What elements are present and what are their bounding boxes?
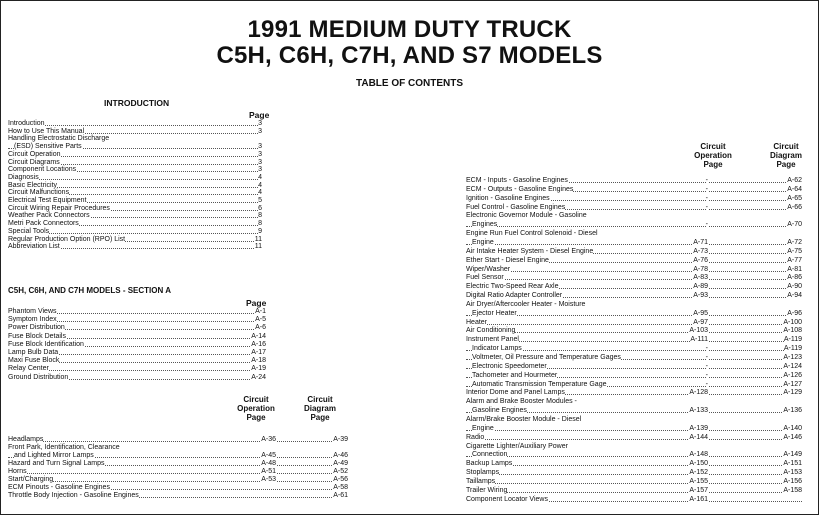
section-a-page-header: Page <box>246 298 267 308</box>
entry-label: Engines <box>472 221 498 229</box>
circuit-entry <box>466 195 802 203</box>
entry-label: Engine <box>472 238 494 246</box>
leader-dots <box>466 439 802 440</box>
circuit-entry <box>466 407 802 415</box>
entry-label: Wiper/Washer <box>466 265 511 273</box>
circuit-entry <box>8 484 348 492</box>
circuit-entry <box>466 212 802 220</box>
diagram-page-number: A-119 <box>783 345 802 353</box>
page-number: A-24 <box>251 373 266 381</box>
entry-label: Diagnosis <box>8 173 39 181</box>
circuit-diagram-header-left: Circuit Diagram Page <box>303 395 336 422</box>
page-number: 3 <box>258 127 262 135</box>
diagram-page-number: A-77 <box>787 256 802 264</box>
circuit-entry <box>466 301 802 309</box>
entry-label: Air Conditioning <box>466 327 516 335</box>
operation-page-number: A-76 <box>693 256 708 264</box>
circuit-entry <box>466 230 802 238</box>
page-number: 5 <box>258 197 262 204</box>
operation-page-number: A-53 <box>261 476 276 483</box>
operation-page-number: A-133 <box>689 407 708 415</box>
diagram-page-number: A-124 <box>783 362 802 370</box>
diagram-page-number: A-153 <box>783 469 802 477</box>
circuit-entry <box>466 496 802 504</box>
operation-page-number: A-48 <box>261 460 276 467</box>
circuit-entry <box>8 460 348 468</box>
circuit-entry <box>8 476 348 484</box>
entry-label: Stoplamps <box>466 469 500 477</box>
entry-label: Engine <box>472 424 494 432</box>
diagram-page-number: A-64 <box>787 185 802 193</box>
entry-label: Lamp Bulb Data <box>8 349 59 356</box>
diagram-page-number: A-61 <box>333 492 348 499</box>
operation-page-number: A-157 <box>689 486 708 494</box>
operation-page-number: A-148 <box>689 451 708 459</box>
entry-label: Abbreviation List <box>8 243 60 251</box>
circuit-entry <box>466 319 802 327</box>
operation-page-number: A-97 <box>693 318 708 326</box>
leader-dots <box>8 179 262 180</box>
page-number: 6 <box>258 204 262 212</box>
page-number: 3 <box>258 120 262 127</box>
circuit-entry <box>466 381 802 389</box>
entry-label: and Lighted Mirror Lamps <box>14 452 94 459</box>
entry-label: Headlamps <box>8 436 44 443</box>
diagram-page-number: A-58 <box>333 484 348 491</box>
page-number: 8 <box>258 212 262 220</box>
leader-dots <box>8 125 262 126</box>
entry-label: Ground Distribution <box>8 373 69 381</box>
entry-label: ECM Pinouts - Gasoline Engines <box>8 484 110 491</box>
diagram-page-number: A-151 <box>783 460 802 468</box>
circuit-entry <box>466 266 802 274</box>
entry-label: Ejector Heater <box>472 309 517 317</box>
circuit-entry <box>466 460 802 468</box>
circuit-entry <box>466 469 802 477</box>
entry-label: Fuel Control - Gasoline Engines <box>466 203 566 211</box>
operation-page-number: A-78 <box>693 265 708 273</box>
page-number: A-19 <box>251 365 266 373</box>
entry-label: Radio <box>466 433 485 441</box>
diagram-page-number: A-46 <box>333 452 348 459</box>
circuit-entry <box>466 416 802 424</box>
entry-label: Special Tools <box>8 227 50 235</box>
operation-page-number: A-155 <box>689 477 708 485</box>
page-number: 11 <box>254 235 262 243</box>
section-a-entry <box>8 365 266 373</box>
diagram-page-number: A-127 <box>783 380 802 388</box>
page-number: A-16 <box>251 340 266 348</box>
operation-page-number: - <box>705 177 708 184</box>
circuit-entry <box>466 363 802 371</box>
entry-label: Circuit Malfunctions <box>8 189 70 197</box>
entry-label: Taillamps <box>466 477 496 485</box>
leader-dots <box>466 456 802 457</box>
page-number: 4 <box>258 173 262 181</box>
entry-label: Gasoline Engines <box>472 407 527 415</box>
operation-page-number: A-128 <box>689 389 708 397</box>
diagram-page-number: A-52 <box>333 468 348 475</box>
entry-label: Phantom Views <box>8 308 57 315</box>
entry-label: Ignition - Gasoline Engines <box>466 194 550 202</box>
entry-label: (ESD) Sensitive Parts <box>14 143 82 151</box>
circuit-entry <box>466 310 802 318</box>
circuit-entry <box>8 444 348 452</box>
operation-page-number: - <box>705 371 708 379</box>
operation-page-number: A-51 <box>261 468 276 475</box>
operation-page-number: A-89 <box>693 283 708 291</box>
leader-dots <box>466 226 802 227</box>
section-a-entry <box>8 324 266 332</box>
entry-label: Circuit Wiring Repair Procedures <box>8 204 110 212</box>
entry-label: Power Distribution <box>8 324 65 332</box>
diagram-page-number: A-123 <box>783 354 802 361</box>
entry-label: Component Locations <box>8 166 77 174</box>
circuit-entry <box>466 389 802 397</box>
operation-page-number: - <box>705 194 708 202</box>
page-number: 4 <box>258 189 262 197</box>
circuit-entry <box>466 487 802 495</box>
intro-page-header: Page <box>249 110 270 120</box>
leader-dots <box>466 332 802 333</box>
diagram-page-number: A-90 <box>787 283 802 291</box>
operation-page-number: - <box>705 185 708 193</box>
circuit-entry <box>466 425 802 433</box>
circuit-entry <box>466 292 802 300</box>
section-a-entry <box>8 308 266 316</box>
entry-label: Basic Electricity <box>8 181 58 189</box>
page-number: 4 <box>258 181 262 189</box>
operation-page-number: - <box>705 354 708 361</box>
leader-dots <box>466 483 802 484</box>
operation-page-number: - <box>705 221 708 229</box>
diagram-page-number: A-66 <box>787 203 802 211</box>
circuit-entry <box>466 372 802 380</box>
entry-label: Automatic Transmission Temperature Gage <box>472 380 607 388</box>
entry-label: Relay Center <box>8 365 49 373</box>
entry-label: Instrument Panel <box>466 336 519 344</box>
entry-label: Engine Run Fuel Control Solenoid - Diesel <box>466 230 598 238</box>
operation-page-number: - <box>705 203 708 211</box>
page-number: 3 <box>258 150 262 158</box>
entry-label: Weather Pack Connectors <box>8 212 90 220</box>
entry-label: Component Locator Views <box>466 495 548 503</box>
circuit-entry <box>466 451 802 459</box>
page-number: 3 <box>258 166 262 174</box>
entry-label: Electric Two-Speed Rear Axle <box>466 283 559 291</box>
page-number: 11 <box>254 243 262 251</box>
operation-page-number: A-73 <box>693 247 708 255</box>
section-a-entry <box>8 341 266 349</box>
diagram-page-number: A-149 <box>783 451 802 459</box>
leader-dots <box>466 324 802 325</box>
diagram-page-number: A-100 <box>783 318 802 326</box>
section-a-entry <box>8 333 266 341</box>
circuit-entry <box>466 478 802 486</box>
entry-label: Horns <box>8 468 27 475</box>
operation-page-number: A-71 <box>693 238 708 246</box>
entry-label: Air Dryer/Aftercooler Heater - Moisture <box>466 300 586 308</box>
document-subtitle: C5H, C6H, C7H, AND S7 MODELS <box>216 42 603 69</box>
section-a-heading: C5H, C6H, AND C7H MODELS - SECTION A <box>8 286 171 295</box>
entry-label: Fuse Block Details <box>8 332 66 340</box>
circuit-diagram-header-right: Circuit Diagram Page <box>769 142 802 169</box>
intro-heading: INTRODUCTION <box>104 98 170 108</box>
diagram-page-number: A-56 <box>333 476 348 483</box>
operation-page-number: A-36 <box>261 436 276 443</box>
circuit-entry <box>466 434 802 442</box>
operation-page-number: A-150 <box>689 460 708 468</box>
circuit-entry <box>466 274 802 282</box>
diagram-page-number: A-65 <box>787 194 802 202</box>
entry-label: Maxi Fuse Block <box>8 357 60 365</box>
entry-label: Voltmeter, Oil Pressure and Temperature Gages <box>472 354 621 361</box>
leader-dots <box>466 244 802 245</box>
diagram-page-number: A-94 <box>787 292 802 300</box>
operation-page-number: A-152 <box>689 469 708 477</box>
leader-dots <box>466 465 802 466</box>
entry-label: Indicator Lamps <box>472 345 522 353</box>
circuit-entry <box>466 257 802 265</box>
entry-label: Connection <box>472 451 508 459</box>
entry-label: Alarm/Brake Booster Module - Diesel <box>466 415 582 423</box>
diagram-page-number: A-96 <box>787 309 802 317</box>
entry-label: Alarm and Brake Booster Modules - <box>466 398 577 406</box>
operation-page-number: A-161 <box>689 495 708 503</box>
diagram-page-number: A-72 <box>787 238 802 246</box>
toc-heading: TABLE OF CONTENTS <box>355 78 464 89</box>
diagram-page-number: A-156 <box>783 477 802 485</box>
operation-page-number: A-139 <box>689 424 708 432</box>
operation-page-number: A-45 <box>261 452 276 459</box>
entry-label: Introduction <box>8 120 45 127</box>
entry-label: Hazard and Turn Signal Lamps <box>8 460 105 467</box>
section-a-entry <box>8 374 266 382</box>
entry-label: Electrical Test Equipment <box>8 197 87 204</box>
circuit-entry <box>8 436 348 444</box>
circuit-entry <box>8 468 348 476</box>
diagram-page-number: A-86 <box>787 274 802 282</box>
page-number: A-6 <box>255 324 266 332</box>
entry-label: Fuel Sensor <box>466 274 504 282</box>
leader-dots <box>466 271 802 272</box>
page-number: 9 <box>258 227 262 235</box>
diagram-page-number: A-136 <box>783 407 802 415</box>
entry-label: Throttle Body Injection - Gasoline Engines <box>8 492 139 499</box>
diagram-page-number: A-119 <box>783 336 802 344</box>
document-title: 1991 MEDIUM DUTY TRUCK <box>247 16 572 43</box>
entry-label: Interior Dome and Panel Lamps <box>466 389 565 397</box>
diagram-page-number: A-129 <box>783 389 802 397</box>
entry-label: Air Intake Heater System - Diesel Engine <box>466 247 594 255</box>
diagram-page-number: A-126 <box>783 371 802 379</box>
section-a-entry <box>8 357 266 365</box>
diagram-page-number: A-39 <box>333 436 348 443</box>
operation-page-number: - <box>705 345 708 353</box>
circuit-entry <box>8 452 348 460</box>
operation-page-number: A-111 <box>690 336 708 344</box>
diagram-page-number: A-146 <box>783 433 802 441</box>
entry-label: Digital Ratio Adapter Controller <box>466 292 563 300</box>
entry-label: Circuit Diagrams <box>8 158 60 166</box>
circuit-entry <box>466 221 802 229</box>
diagram-page-number: A-62 <box>787 177 802 184</box>
operation-page-number: A-144 <box>689 433 708 441</box>
entry-label: Electronic Governor Module - Gasoline <box>466 212 587 220</box>
circuit-entry <box>466 345 802 353</box>
leader-dots <box>466 492 802 493</box>
leader-dots <box>8 441 348 442</box>
page-number: A-17 <box>251 349 266 356</box>
entry-label: Ether Start - Diesel Engine <box>466 256 549 264</box>
entry-label: Backup Lamps <box>466 460 513 468</box>
circuit-entry <box>466 398 802 406</box>
intro-entry <box>8 243 262 251</box>
page-number: 3 <box>258 158 262 166</box>
entry-label: How to Use This Manual <box>8 127 85 135</box>
entry-label: Heater <box>466 318 488 326</box>
entry-label: Symptom Index <box>8 316 57 324</box>
page-number: A-5 <box>255 316 266 324</box>
entry-label: Regular Production Option (RPO) List <box>8 235 126 243</box>
entry-label: ECM - Outputs - Gasoline Engines <box>466 185 574 193</box>
circuit-entry <box>466 336 802 344</box>
circuit-operation-header-left: Circuit Operation Page <box>237 395 275 422</box>
operation-page-number: A-103 <box>689 327 708 335</box>
diagram-page-number: A-75 <box>787 247 802 255</box>
circuit-entry <box>466 177 802 185</box>
circuit-entry <box>466 239 802 247</box>
entry-label: Metri Pack Connectors <box>8 220 79 228</box>
circuit-entry <box>466 443 802 451</box>
circuit-entry <box>8 492 348 500</box>
circuit-operation-header-right: Circuit Operation Page <box>694 142 732 169</box>
circuit-entry <box>466 204 802 212</box>
entry-label: Front Park, Identification, Clearance <box>8 444 120 451</box>
operation-page-number: A-95 <box>693 309 708 317</box>
operation-page-number: A-83 <box>693 274 708 282</box>
operation-page-number: - <box>705 362 708 370</box>
circuit-entry <box>466 186 802 194</box>
entry-label: Fuse Block Identification <box>8 340 84 348</box>
diagram-page-number: A-70 <box>787 221 802 229</box>
entry-label: Trailer Wiring <box>466 486 508 494</box>
page-number: 3 <box>258 143 262 151</box>
entry-label: Start/Charging <box>8 476 54 483</box>
section-a-entry <box>8 316 266 324</box>
leader-dots <box>466 474 802 475</box>
leader-dots <box>8 473 348 474</box>
entry-label: ECM - Inputs - Gasoline Engines <box>466 177 568 184</box>
diagram-page-number: A-108 <box>783 327 802 335</box>
diagram-page-number: A-158 <box>783 486 802 494</box>
entry-label: Tachometer and Hourmeter <box>472 371 558 379</box>
entry-label: Electronic Speedometer <box>472 362 547 370</box>
entry-label: Handling Electrostatic Discharge <box>8 135 110 143</box>
diagram-page-number: A-140 <box>783 424 802 432</box>
page-number: A-1 <box>255 308 266 315</box>
page-number: A-18 <box>251 357 266 365</box>
circuit-entry <box>466 283 802 291</box>
circuit-entry <box>466 248 802 256</box>
leader-dots <box>8 481 348 482</box>
circuit-entry <box>466 354 802 362</box>
leader-dots <box>466 279 802 280</box>
circuit-entry <box>466 327 802 335</box>
entry-label: Circuit Operation <box>8 150 61 158</box>
operation-page-number: - <box>705 380 708 388</box>
diagram-page-number: A-49 <box>333 460 348 467</box>
page-number: A-14 <box>251 332 266 340</box>
leader-dots <box>466 430 802 431</box>
diagram-page-number: A-81 <box>787 265 802 273</box>
section-a-entry <box>8 349 266 357</box>
page-number: 8 <box>258 220 262 228</box>
operation-page-number: A-93 <box>693 292 708 300</box>
entry-label: Cigarette Lighter/Auxiliary Power <box>466 442 568 450</box>
